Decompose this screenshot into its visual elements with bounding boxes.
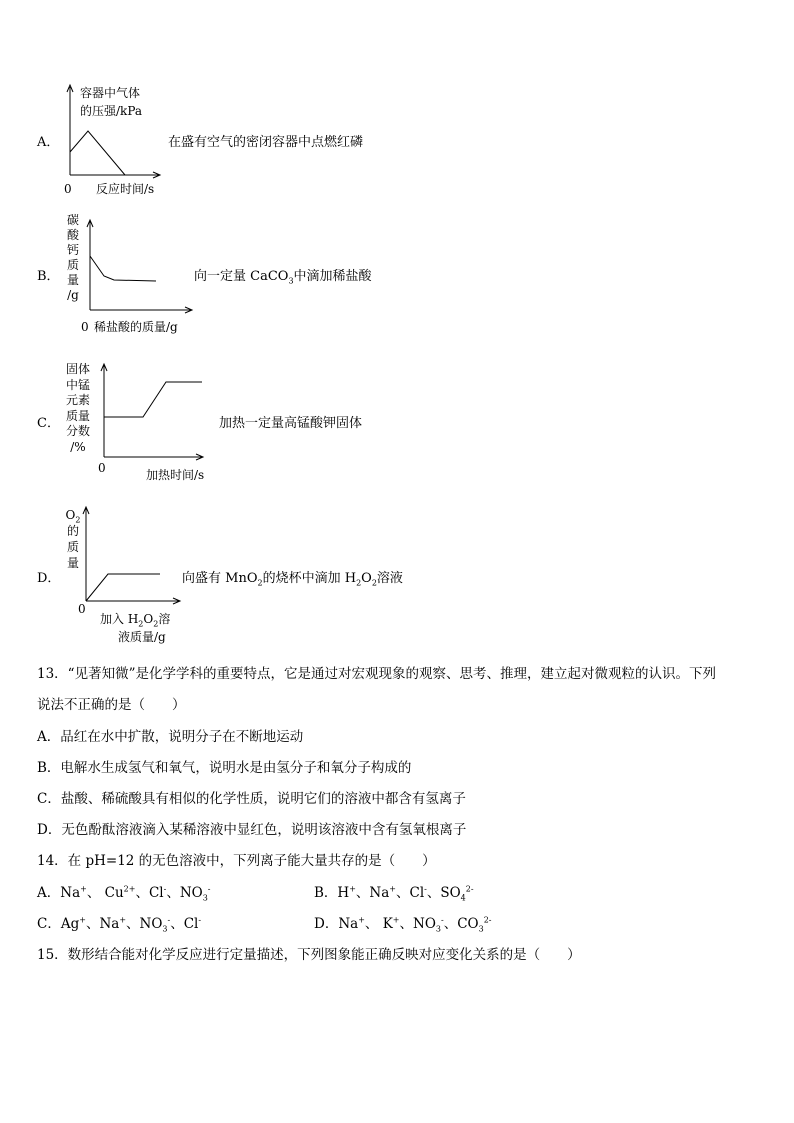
option-c-ylabel <box>63 362 93 455</box>
option-a-origin: 0 <box>64 182 72 196</box>
option-c-ylabel-line: 分数 <box>65 424 90 438</box>
option-b-curve <box>90 256 156 281</box>
q13-stem-line1: 13．“见著知微”是化学学科的重要特点，它是通过对宏观现象的观察、思考、推理，建立起对微观粒的认识。下列 <box>37 666 716 682</box>
option-b-origin: 0 <box>81 320 89 334</box>
option-b-ylabel <box>64 213 82 303</box>
option-d-ylabel-o2: $O_2$ <box>65 508 81 525</box>
option-c-ylabel-line: /% <box>70 439 86 454</box>
option-c-ylabel-line: 固体 <box>65 362 90 376</box>
q15-stem: 15．数形结合能对化学反应进行定量描述，下列图象能正确反映对应变化关系的是（ ） <box>37 947 581 963</box>
option-a-xlabel: 反应时间/s <box>96 182 155 196</box>
option-c-ylabel-line: 中锰 <box>65 377 90 392</box>
option-a-ylabel-line2: 的压强/kPa <box>80 104 143 118</box>
option-c-graph <box>98 362 213 462</box>
option-a-description: 在盛有空气的密闭容器中点燃红磷 <box>168 135 364 150</box>
option-b-ylabel-char: 钙 <box>66 243 79 257</box>
option-b-ylabel-char: 碳 <box>66 213 79 227</box>
q14-option-c: C．Ag+、Na+、$NO_3^-$、Cl- <box>37 915 202 934</box>
option-b-ylabel-char: 量 <box>66 273 79 287</box>
option-c-ylabel-line: 元素 <box>65 393 90 407</box>
q14-stem: 14．在 pH=12 的无色溶液中，下列离子能大量共存的是（ ） <box>37 853 436 869</box>
option-c-curve <box>104 382 202 417</box>
q13-option-b: B．电解水生成氢气和氧气，说明水是由氢分子和氧分子构成的 <box>37 760 412 776</box>
option-d-label: D． <box>37 571 61 586</box>
option-d-xlabel-line2: 液质量/g <box>118 630 166 644</box>
option-d-ylabel-char: 量 <box>66 556 79 570</box>
q13-option-a: A．品红在水中扩散，说明分子在不断地运动 <box>37 729 304 745</box>
option-c-ylabel-line: 质量 <box>65 408 90 423</box>
option-b-label: B． <box>37 269 60 284</box>
q14-option-b: B．H+、Na+、Cl-、$SO_4^{2-}$ <box>314 884 474 903</box>
option-a-ylabel-line1: 容器中气体 <box>80 86 141 100</box>
option-a-label: A． <box>37 135 60 150</box>
option-c-label: C． <box>37 416 60 431</box>
q13-stem-line2: 说法不正确的是（ ） <box>37 697 186 713</box>
option-a-graph <box>62 85 172 185</box>
q14-option-d: D．Na+、 K+、$NO_3^-$、$CO_3^{2-}$ <box>314 915 492 934</box>
option-b-ylabel-char: /g <box>67 288 79 302</box>
option-c-description: 加热一定量高锰酸钾固体 <box>219 416 363 431</box>
option-d-origin: 0 <box>78 602 86 616</box>
option-d-graph <box>80 505 195 605</box>
option-b-ylabel-char: 质 <box>66 258 79 272</box>
q13-option-c: C．盐酸、稀硫酸具有相似的化学性质，说明它们的溶液中都含有氢离子 <box>37 791 466 807</box>
option-d-ylabel-char: 的 <box>66 524 79 538</box>
option-d-xlabel-line1: 加入 $H_2O_2$溶 <box>100 612 171 629</box>
option-b-ylabel-char: 酸 <box>66 228 79 242</box>
option-c-origin: 0 <box>98 461 106 475</box>
option-d-description: 向盛有 MnO$_2$的烧杯中滴加 $H_2O_2$溶液 <box>182 571 403 588</box>
q13-option-d: D．无色酚酞溶液滴入某稀溶液中显红色，说明该溶液中含有氢氧根离子 <box>37 822 467 838</box>
q14-option-a: A．Na+、 $Cu^{2+}$、Cl-、$NO_3^-$ <box>37 884 211 903</box>
option-d-ylabel-char: 质 <box>66 540 79 554</box>
option-b-xlabel: 稀盐酸的质量/g <box>94 320 178 334</box>
option-b-graph <box>84 218 199 318</box>
option-a-curve <box>70 131 125 175</box>
option-d-curve <box>86 574 160 601</box>
option-c-xlabel: 加热时间/s <box>146 468 205 482</box>
option-b-description: 向一定量 CaCO$_3$中滴加稀盐酸 <box>194 269 372 286</box>
